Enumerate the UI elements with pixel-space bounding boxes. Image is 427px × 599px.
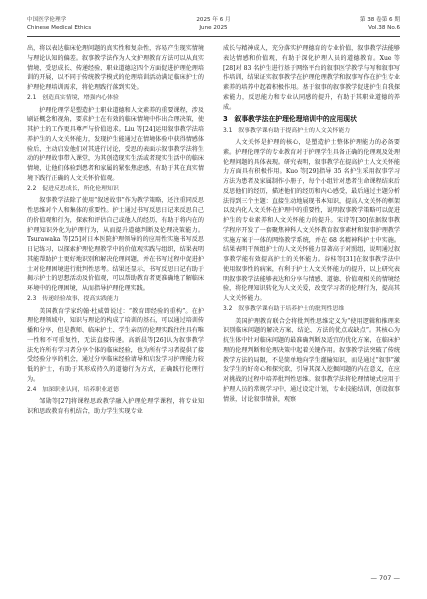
- left-column: [27, 44, 204, 417]
- subsection-heading: 3.2 叙事教学课有助于培养护士的批判性思维: [223, 306, 345, 313]
- body-paragraph: 邹勋等[27]将课程思政教学融入护理伦理学课程，将专业知识和思政教育有机结合，助力学生实现专业: [27, 398, 204, 415]
- issue-date-cn: 2025 年 6 月: [196, 17, 231, 23]
- right-column: [223, 44, 400, 404]
- body-paragraph: 成长与精神成人，充分落实护理德育的专业价值，叙事教学法能够表达情感和价值观，有助于深化护理人员的道德教育。Xue 等[28]对 83 名护生进行基于网络平台的叙事医学教学与写和叙事写作培训，结果证实叙事教学在护理伦理教学和叙事写作在护生专业素养的培养中起着积极作用。基于叙事的叙事教学促进护生自我探索能力，反思能力和专业认同感的提升，有助于其职业道德的养成。: [223, 45, 400, 111]
- subsection-heading: 2.4 加深职业认同，培养职业道德: [27, 387, 119, 393]
- subsection-heading: 3.1 叙事教学课有助于提高护士的人文关怀能力: [223, 127, 351, 134]
- body-paragraph: 美国教育学家约翰·杜威曾说过：“教育即经验的重构”。在护理伦理领域中，知识与理论的构成了培训的基石，可以通过培训传播和分享，但是教师、临床护士、学生亲历的伦理实践往往具有唯一性和不可重复性，无法直接传递。高新晨等[26]认为叙事教学法允许所有学习者分享个体的临床经验，也为所有学习者提供了接受经验分享的机会，通过分享临床经验请导和启发学习护理能力较低的护士，有助于其形成持久的道德行为方式，正确践行伦理行为。: [27, 307, 204, 383]
- subsection-heading: 2.2 促进反思成长，所化伦理知识: [27, 186, 119, 192]
- subsection-heading: 2.3 传递经验故事，提高实践能力: [27, 296, 119, 303]
- journal-name-cn: 中国医学伦理学: [27, 17, 67, 23]
- issue-date-en: June 2025: [199, 25, 228, 31]
- body-paragraph: 人文关怀是护理的核心，是塑造护士整体护理能力的必备要素。护理伦理学的专业教育对于护理学生具备正确的伦理观及处理伦理问题的具体表现。研究表明，叙事教学在提高护士人文关怀能力方面具有积极作用。Kuo 等[29]指导 35 名护生采用叙事学习方法为患者及家属制作小册子，每个小组针对患者生命课程结束后反思他们的经历，描述他们的经历和内心感受，最后通过主题分析法得到三个主题：直接生动地展现书本知识，提高人文关怀的框架以及内化人文关怀在护理中的重要性，说明叙事教学策略可以促进护生的专业素养和人文关怀能力的提升。宋诗等[30]依据叙事教学程序开发了一套聚焦神科人文关怀教育叙事素材和叙事护理教学实施方案于一体的网络教学系统，并在 68 名精神科护士中实施。结果表明干预组护士的人文关怀能力显著高于对照组，说明通过叙事教学能有效提高护士的关怀能力。谷桂等[31]在叙事教学法中使用叙事性的病案，有利于护士人文关怀能力的提升，以上研究表明叙事教学法能够表达和分享与情感、道德、价值观相关的情境经验，将伦理知识转化为人文关爱，改变学习者的伦理行为，提高其人文关怀能力。: [223, 139, 400, 302]
- section-heading: 3 叙事教学法在护理伦理培训中的应用现状: [223, 115, 357, 124]
- journal-name-en: Chinese Medical Ethics: [27, 25, 92, 31]
- body-paragraph: 叙事教学法除了使用“叙述故事”作为教学策略，还注重同反思性思维对个人和集体的重要性。护士通过书写反思日记来反思自己的价值观和行为，探索和评估自己或他人的经历，有助于将内在的护理知识外化为护理行为，从而提升道德判断及伦理决策能力。Tsurawaka 等[25]对日本医院护理领导的的应用性实施书写反思日记练习，以探索护理伦理教学中的价值观实践与组织，结果表明其能帮助护士更好地识别和解决伦理问题，并在书写过程中促进护士对伦理困境进行批判性思考。结果还显示，书写反思日记有助于揭示护士的思想活动及价值观，可以帮助教育者更准确地了解临床环境中的伦理困境，从而指导护理伦理实践。: [27, 197, 204, 292]
- volume-cn: 第 38 卷第 6 期: [359, 17, 400, 23]
- running-header: [27, 16, 400, 38]
- subsection-heading: 2.1 创造真实情境，增强内心体验: [27, 95, 119, 102]
- header-divider: [27, 36, 400, 37]
- volume-en: Vol.38 No.6: [368, 25, 400, 31]
- page-number: — 707 —: [370, 574, 400, 582]
- body-paragraph: 美国护理教育联合会将批判性思维定义为“使用逻辑和推理来识别临床问题的解决方案、结论、方法的优点或缺点”。其核心为抗生体中针对临床问题的最准确判断及适宜的优化方案，在临床护理的伦理判断和伦理决策中起着关键作用。叙事教学法突破了传统教学方法的局限，不是简单地向学生灌输知识，而是通过“叙事”激发学生的好奇心和探究欲，引导其深入挖掘问题的内在意义，在应对挑战的过程中培养批判性思维。叙事教学法将伦理情境式应用于护理人员的常规学习中，通过设定计划，专业技能结训，创设叙事情景，讨论叙事情景，观察: [223, 317, 400, 403]
- body-paragraph: 护理伦理学是塑造护士职业道德和人文素养的重要课程，涉及刷证概念和视角，要求护士在有效的临床情境中作出合理决策，使其护士的工作更具尊严与价值追求。Liu 等[24]运用叙事教学法培养护生的人文关怀能力，发现护生能通过在情境体验中获得情感体验后，主动启发他们对其进行讨论，受思的表面示叙事教学法将生动的护理故事带入课堂，为其创造现实生活或者现实生活中的临床情境，让他们体验到患者和家属的紧张焦虑感，有助于其在真实情境下践行正确的人文关怀价值观。: [27, 106, 204, 182]
- body-paragraph: 出，将以表达临床伦理问题的真实性和复杂性，容易产生现实情境与理论认知的偏差。叙事教学法作为人文护理教育方法可以从真实情境、受思成长、传递经验、职业道德这四个方面促进护理伦理培训的开展，以不同于传统教学模式的伦理培训活动满足临床护士的护理伦理培训需求，将伦理践行落到实处。: [27, 45, 204, 91]
